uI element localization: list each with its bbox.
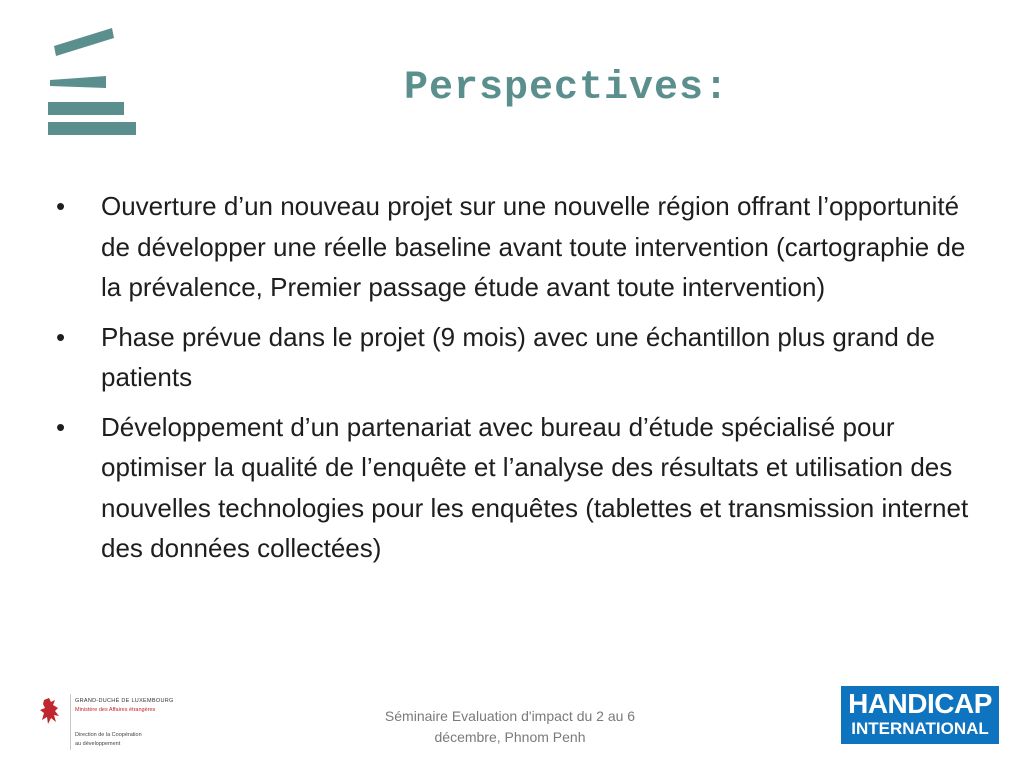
bullet-text: Phase prévue dans le projet (9 mois) avec une échantillon plus grand de patients bbox=[101, 321, 935, 392]
bullet-glyph: • bbox=[56, 321, 66, 352]
bullet-item bbox=[56, 317, 976, 398]
hi-logo-line2: INTERNATIONAL bbox=[851, 719, 989, 738]
slide-footer bbox=[360, 706, 660, 748]
decorative-bars-icon bbox=[46, 26, 142, 138]
bullet-item bbox=[56, 186, 976, 308]
footer-line2: décembre, Phnom Penh bbox=[434, 729, 586, 745]
slide-title: Perspectives: bbox=[404, 66, 730, 111]
bullet-item bbox=[56, 407, 976, 569]
lux-logo-line4: au développement bbox=[75, 741, 121, 747]
bullet-text: Développement d’un partenariat avec bureau d’étude spécialisé pour optimiser la qualité de l’enquête et l’analyse des résultats et utilisation des nouvelles technologies pour les enquêtes (tablettes et transmission internet des données collectées) bbox=[101, 411, 969, 563]
hi-logo-line1: HANDICAP bbox=[848, 688, 992, 719]
bullet-glyph: • bbox=[56, 191, 66, 221]
luxembourg-logo bbox=[38, 694, 198, 752]
footer-line1: Séminaire Evaluation d'impact du 2 au 6 bbox=[384, 708, 636, 724]
red-lion-icon bbox=[38, 696, 64, 728]
lux-logo-line1: GRAND-DUCHÉ DE LUXEMBOURG bbox=[75, 698, 174, 704]
bullet-glyph: • bbox=[56, 411, 66, 442]
logo-divider bbox=[70, 694, 71, 750]
lux-logo-line3: Direction de la Coopération bbox=[75, 732, 142, 738]
handicap-international-logo bbox=[841, 686, 999, 744]
bullet-text: Ouverture d’un nouveau projet sur une nouvelle région offrant l’opportunité de développer une réelle baseline avant toute intervention (cartographie de la prévalence, Premier passage étude avant toute intervention) bbox=[101, 191, 966, 302]
lux-logo-line2: Ministère des Affaires étrangères bbox=[75, 707, 156, 713]
bullet-list bbox=[56, 186, 976, 578]
